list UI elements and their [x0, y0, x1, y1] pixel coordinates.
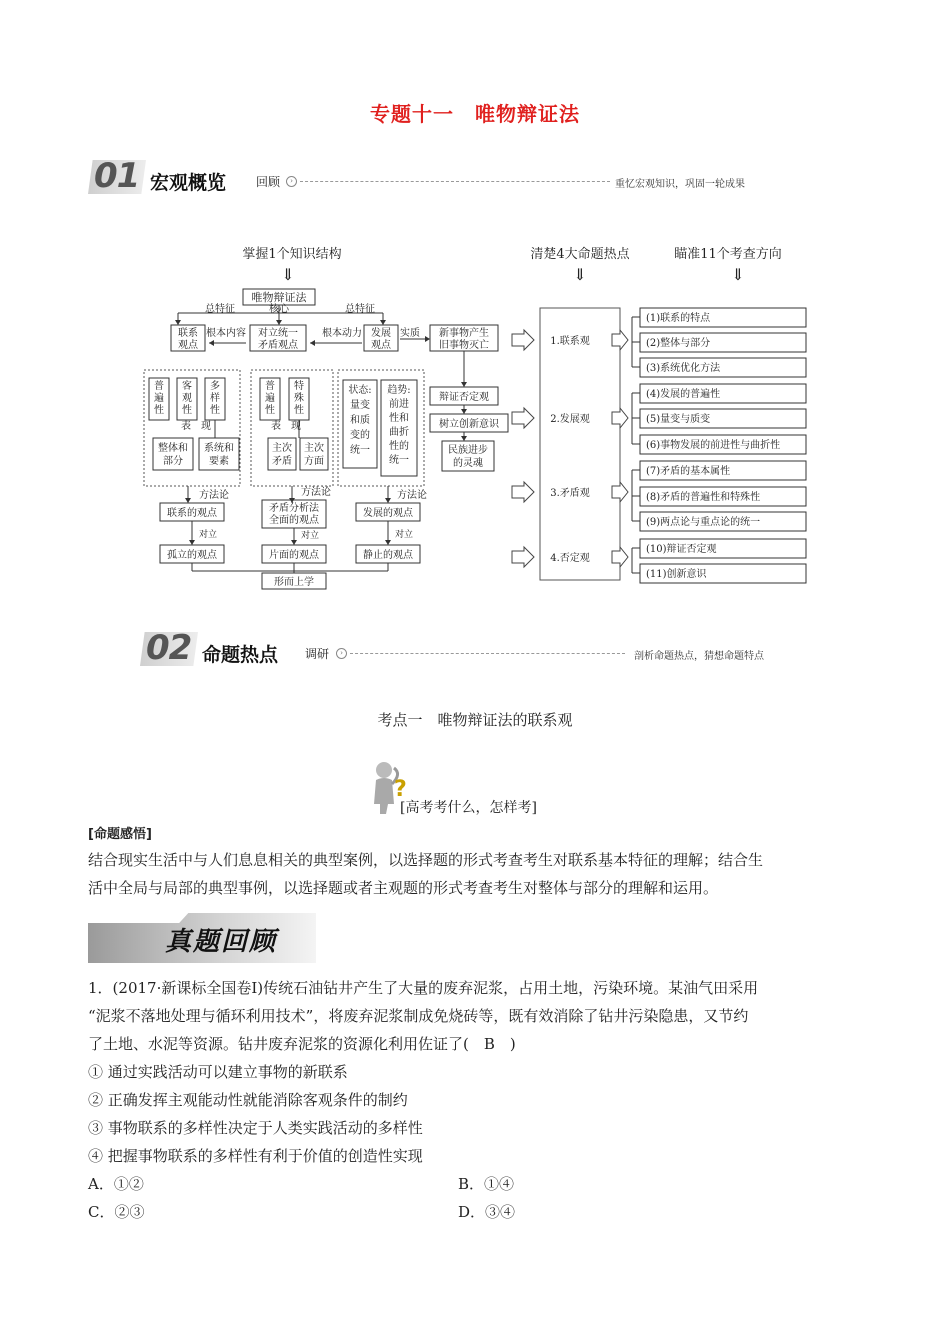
root-label: 唯物辩证法 [251, 291, 307, 304]
block-arrow-icon [512, 547, 534, 567]
kaodian-heading: 考点一 唯物辩证法的联系观 [377, 711, 573, 729]
section-title: 命题热点 [202, 644, 279, 666]
fazhan-gd-label: 发展的观点 [363, 508, 413, 519]
block-arrow-icon [612, 408, 628, 428]
label-fundamental-driver: 根本动力 [322, 328, 362, 339]
header-hot-topics: 清楚4大命题热点 [530, 247, 630, 262]
label-opposite: 对立 [300, 531, 320, 541]
zhengti-label: 整体和 [158, 443, 188, 454]
label-core: 核心 [269, 304, 289, 315]
direction-label: (10)辩证否定观 [646, 544, 717, 555]
arrow-head [461, 382, 467, 387]
maodun-fx-label: 矛盾分析法 [269, 503, 319, 514]
vertical-label: 性 [294, 405, 304, 416]
xitong-label: 系统和 [204, 443, 234, 454]
arrow-head [385, 540, 391, 545]
state-label: 量变 [350, 400, 370, 411]
question-line-1: 1．(2017·新课标全国卷Ⅰ)传统石油钻井产生了大量的废弃泥浆，占用土地，污染环境。某油气田采用 [88, 979, 759, 997]
section-right-note: 重忆宏观知识，巩固一轮成果 [615, 179, 745, 190]
arrow-head [425, 336, 430, 342]
arrow-head [291, 540, 297, 545]
label-general-feature-left: 总特征 [205, 304, 235, 315]
question-line-2: “泥浆不落地处理与循环利用技术”，将废弃泥浆制成免烧砖等，既有效消除了钻井污染隐患，又节约 [88, 1007, 749, 1025]
down-arrow-icon: ⇓ [281, 265, 295, 284]
label-fundamental-content: 根本内容 [206, 328, 246, 339]
trend-label: 趋势: [387, 385, 411, 396]
kaokao-label: [高考考什么，怎样考] [400, 800, 537, 816]
direction-label: (1)联系的特点 [646, 313, 711, 324]
trend-label: 曲折 [389, 427, 409, 438]
zhuci-maodun-label: 矛盾 [272, 456, 292, 467]
hot-topic-label: 4.否定观 [550, 553, 590, 564]
vertical-label: 性 [154, 405, 164, 416]
block-arrow-icon [612, 482, 628, 502]
vertical-label: 殊 [294, 393, 304, 404]
arrow-head [380, 320, 386, 325]
vertical-label: 普 [265, 381, 275, 392]
direction-label: (2)整体与部分 [646, 338, 711, 349]
header-knowledge-structure: 掌握1个知识结构 [242, 247, 342, 262]
zhuci-fangmian-label: 方面 [304, 456, 324, 467]
down-arrow-icon: ⇓ [731, 265, 745, 284]
new-thing-label: 旧事物灭亡 [439, 340, 489, 351]
knowledge-structure-diagram [0, 0, 950, 600]
label-manifestation: 表 现 [271, 421, 301, 432]
new-thing-label: 新事物产生 [439, 328, 489, 339]
section-title: 宏观概览 [150, 172, 227, 194]
duili-label: 对立统一 [258, 328, 298, 339]
label-manifestation: 表 现 [181, 421, 211, 432]
trend-label: 前进 [389, 399, 409, 410]
pianmian-label: 片面的观点 [269, 550, 319, 561]
vertical-label: 性 [265, 405, 275, 416]
hot-topic-label: 3.矛盾观 [550, 488, 590, 499]
section-right-note: 剖析命题热点，猜想命题特点 [634, 651, 764, 662]
label-methodology: 方法论 [397, 490, 427, 501]
hot-topics-column [540, 308, 620, 580]
state-label: 状态: [348, 385, 372, 396]
statement-3: ③ 事物联系的多样性决定于人类实践活动的多样性 [88, 1119, 423, 1137]
direction-label: (6)事物发展的前进性与曲折性 [646, 440, 781, 451]
arrow-head [276, 320, 282, 325]
direction-label: (9)两点论与重点论的统一 [646, 517, 761, 528]
trend-label: 性的 [389, 441, 409, 452]
zhuci-maodun-label: 主次 [272, 443, 292, 454]
option-d[interactable]: D．③④ [458, 1203, 516, 1221]
arrow-head [189, 540, 195, 545]
direction-label: (4)发展的普遍性 [646, 389, 721, 400]
arrow-head [185, 498, 191, 503]
lianxi-label: 观点 [178, 340, 198, 351]
hot-topic-label: 1.联系观 [550, 336, 590, 347]
option-b[interactable]: B．①④ [458, 1175, 515, 1193]
guli-label: 孤立的观点 [167, 550, 217, 561]
direction-label: (11)创新意识 [646, 569, 707, 580]
statement-4: ④ 把握事物联系的多样性有利于价值的创造性实现 [88, 1147, 423, 1165]
vertical-label: 多 [210, 381, 220, 392]
arrow-head [461, 436, 467, 441]
label-methodology: 方法论 [199, 490, 229, 501]
question-line-3: 了土地、水泥等资源。钻井废弃泥浆的资源化利用佐证了( B ) [88, 1035, 516, 1053]
block-arrow-icon [612, 547, 628, 567]
label-opposite: 对立 [394, 530, 414, 540]
section-number: 01 [94, 156, 140, 196]
section-subtitle: 调研 [305, 647, 330, 661]
block-arrow-icon [512, 330, 534, 350]
vertical-label: 遍 [154, 393, 164, 404]
vertical-label: 客 [182, 381, 192, 392]
option-a[interactable]: A．①② [88, 1175, 144, 1193]
arrow-head [385, 498, 391, 503]
minzu-label: 民族进步 [448, 445, 488, 456]
header-directions: 瞄准11个考查方向 [674, 247, 782, 262]
option-c[interactable]: C．②③ [88, 1203, 145, 1221]
arrow-circle-icon: › [336, 648, 347, 659]
direction-label: (8)矛盾的普遍性和特殊性 [646, 492, 761, 503]
label-methodology: 方法论 [301, 487, 331, 498]
direction-label: (5)量变与质变 [646, 414, 711, 425]
vertical-label: 特 [294, 381, 304, 392]
down-arrow-icon: ⇓ [573, 265, 587, 284]
direction-label: (3)系统优化方法 [646, 363, 721, 374]
section-header-hotspots [140, 628, 810, 668]
bianzheng-label: 辩证否定观 [439, 392, 489, 403]
arrow-head [461, 409, 467, 414]
banner-title: 真题回顾 [165, 927, 278, 957]
zhengti-label: 部分 [163, 456, 183, 467]
trend-label: 统一 [389, 455, 409, 466]
state-label: 统一 [350, 445, 370, 456]
fazhan-label: 发展 [371, 328, 391, 339]
mingti-line-1: 结合现实生活中与人们息息相关的典型案例，以选择题的形式考查考生对联系基本特征的理解；结合生 [88, 851, 764, 869]
label-general-feature-right: 总特征 [345, 304, 375, 315]
direction-label: (7)矛盾的基本属性 [646, 466, 731, 477]
duili-label: 矛盾观点 [258, 340, 298, 351]
lianxi-gd-label: 联系的观点 [167, 508, 217, 519]
svg-text:?: ? [394, 777, 407, 802]
arrow-head [175, 320, 181, 325]
vertical-label: 观 [182, 393, 192, 404]
trend-label: 性和 [389, 413, 409, 424]
block-arrow-icon [512, 408, 534, 428]
divider [350, 653, 625, 654]
fazhan-label: 观点 [371, 340, 391, 351]
arrow-circle-icon: › [286, 176, 297, 187]
jingzhi-label: 静止的观点 [363, 550, 413, 561]
mingti-label: [命题感悟] [88, 827, 152, 842]
block-arrow-icon [512, 482, 534, 502]
statement-2: ② 正确发挥主观能动性就能消除客观条件的制约 [88, 1091, 408, 1109]
state-label: 变的 [350, 430, 370, 441]
minzu-label: 的灵魂 [453, 458, 483, 469]
section-number: 02 [146, 628, 192, 668]
section-subtitle: 回顾 [256, 175, 281, 189]
state-label: 和质 [350, 415, 370, 426]
mingti-line-2: 活中全局与局部的典型事例，以选择题或者主观题的形式考查考生对整体与部分的理解和运用。 [88, 879, 719, 897]
vertical-label: 普 [154, 381, 164, 392]
vertical-label: 遍 [265, 393, 275, 404]
arrow-head [310, 340, 315, 346]
vertical-label: 性 [182, 405, 192, 416]
label-opposite: 对立 [198, 530, 218, 540]
lianxi-label: 联系 [178, 328, 198, 339]
maodun-fx-label: 全面的观点 [269, 515, 319, 526]
vertical-label: 性 [210, 405, 220, 416]
chuangxin-label: 树立创新意识 [439, 419, 499, 430]
xitong-label: 要素 [209, 456, 229, 467]
arrow-head [209, 340, 214, 346]
metaphysics-label: 形而上学 [274, 577, 314, 588]
hot-topic-label: 2.发展观 [550, 414, 590, 425]
block-arrow-icon [612, 330, 628, 350]
vertical-label: 样 [210, 393, 220, 404]
statement-1: ① 通过实践活动可以建立事物的新联系 [88, 1063, 348, 1081]
label-essence: 实质 [400, 328, 420, 339]
page-title: 专题十一 唯物辩证法 [370, 102, 580, 126]
zhuci-fangmian-label: 主次 [304, 443, 324, 454]
